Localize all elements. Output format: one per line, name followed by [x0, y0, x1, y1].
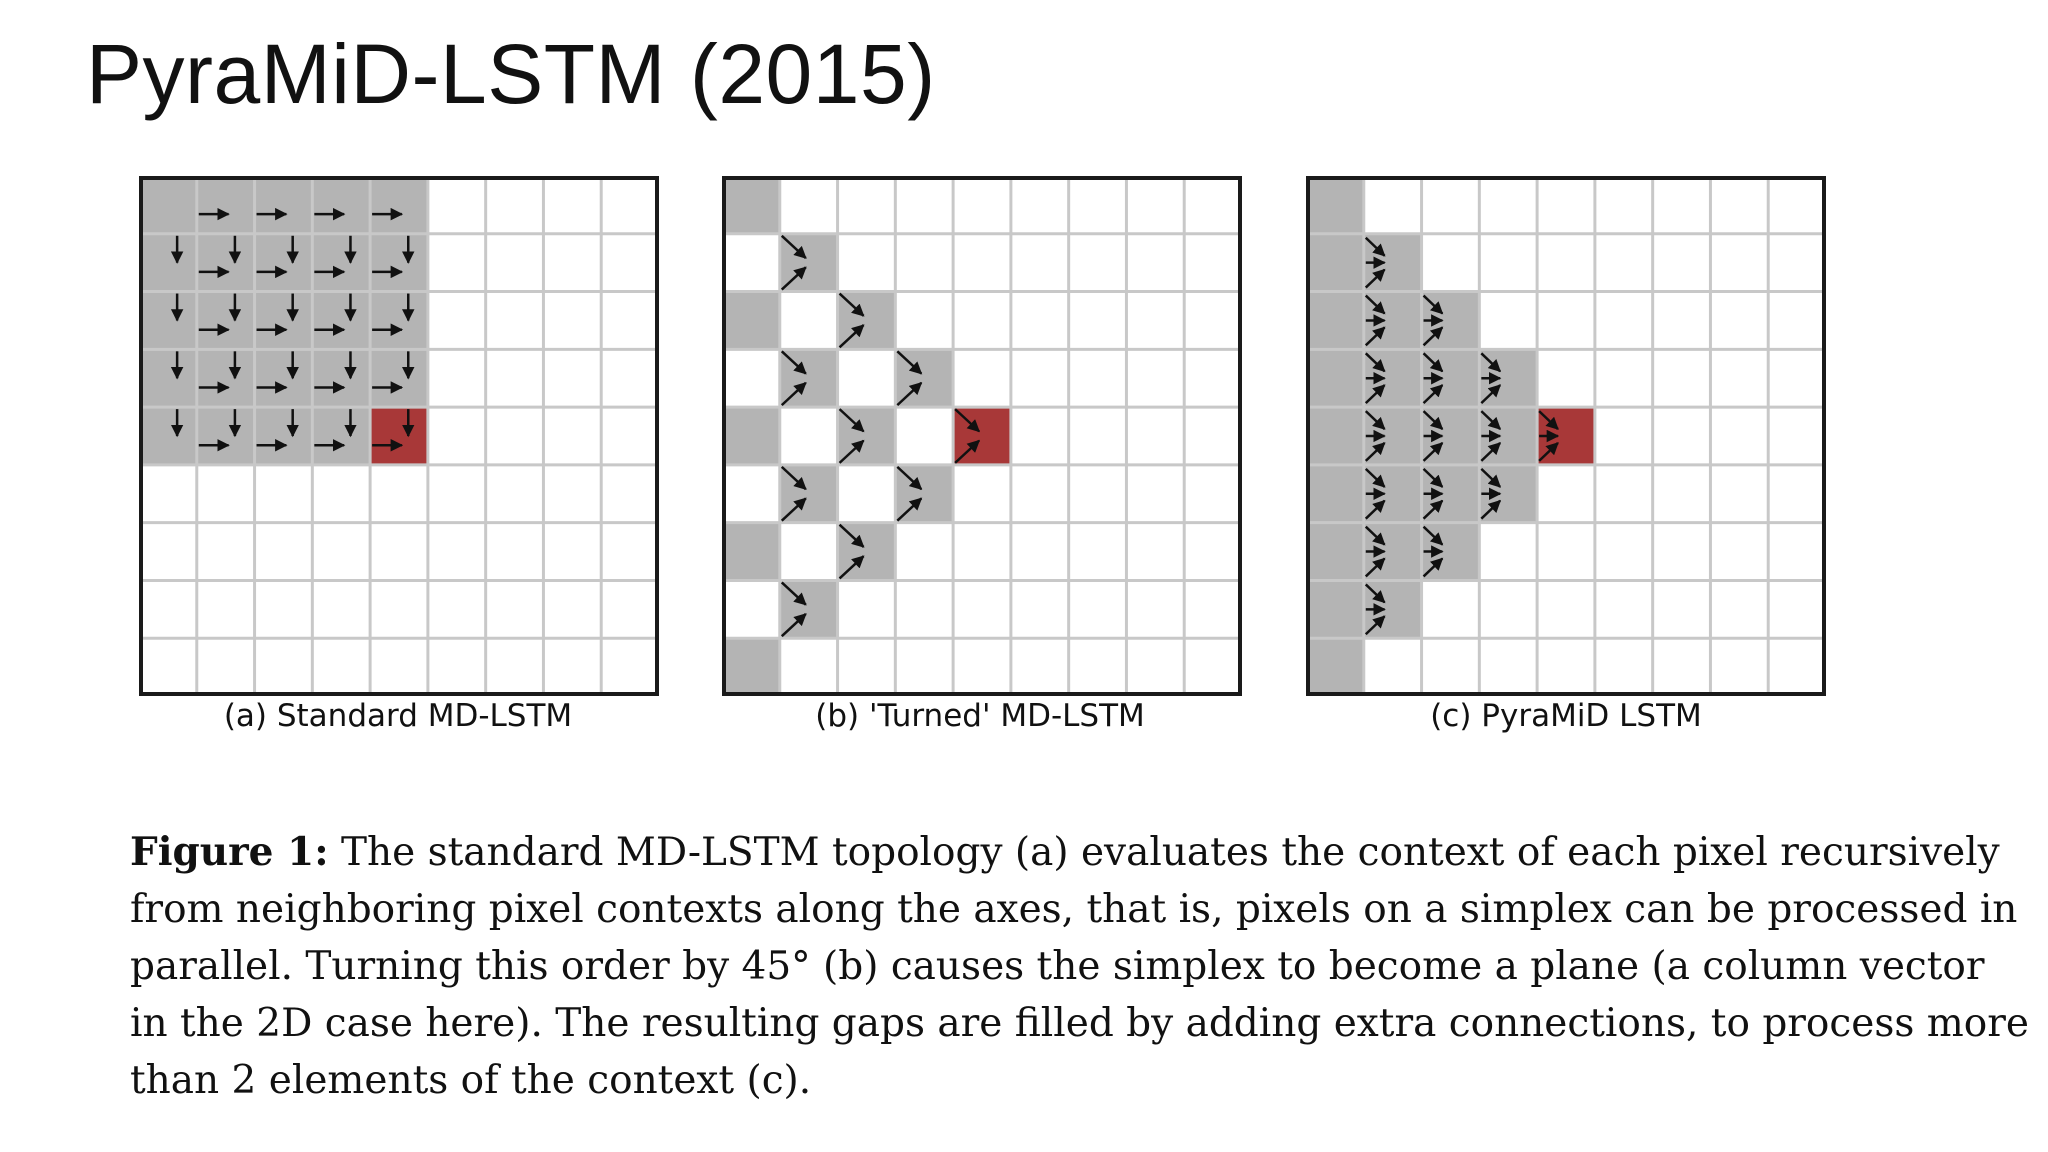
processed-cell [722, 407, 780, 465]
panel-pyramid-lstm [1306, 176, 1826, 696]
processed-cell [370, 349, 428, 407]
processed-cell [312, 234, 370, 292]
processed-cell [722, 176, 780, 234]
caption-line-5: than 2 elements of the context (c). [130, 1058, 812, 1103]
current-cell [370, 407, 428, 465]
caption-text-1: The standard MD-LSTM topology (a) evaluates the context of each pixel recursively [328, 830, 2000, 875]
processed-cell [1306, 523, 1364, 581]
processed-cell [1306, 349, 1364, 407]
panel-standard-md-lstm [139, 176, 659, 696]
processed-cell [197, 292, 255, 350]
subcaption-c: (c) PyraMiD LSTM [1430, 698, 1702, 734]
caption-line-1 [130, 824, 2000, 881]
processed-cell [1306, 580, 1364, 638]
processed-cell [139, 407, 197, 465]
processed-cell [197, 176, 255, 234]
figure-caption [130, 824, 2029, 1109]
processed-cell [255, 349, 313, 407]
caption-line-3: parallel. Turning this order by 45° (b) causes the simplex to become a plane (a column vector [130, 944, 1985, 989]
processed-cell [312, 349, 370, 407]
processed-cell [139, 292, 197, 350]
grid-pyramid-lstm [1306, 176, 1826, 696]
processed-cell [197, 349, 255, 407]
processed-cell [722, 292, 780, 350]
processed-cell [312, 176, 370, 234]
panel-turned-md-lstm [722, 176, 1242, 696]
processed-cell [312, 407, 370, 465]
processed-cell [197, 407, 255, 465]
processed-cell [1306, 465, 1364, 523]
processed-cell [255, 292, 313, 350]
caption-line-4: in the 2D case here). The resulting gaps are filled by adding extra connections, to process more [130, 1001, 2029, 1046]
processed-cell [139, 234, 197, 292]
processed-cell [1306, 638, 1364, 696]
processed-cell [139, 349, 197, 407]
processed-cell [1306, 234, 1364, 292]
processed-cell [197, 234, 255, 292]
processed-cell [139, 176, 197, 234]
grid-standard-md-lstm [139, 176, 659, 696]
processed-cell [312, 292, 370, 350]
processed-cell [722, 638, 780, 696]
caption-line-2: from neighboring pixel contexts along the axes, that is, pixels on a simplex can be processed in [130, 887, 2018, 932]
processed-cell [370, 292, 428, 350]
subcaption-a: (a) Standard MD-LSTM [223, 698, 573, 734]
processed-cell [370, 176, 428, 234]
processed-cell [1306, 176, 1364, 234]
processed-cell [255, 176, 313, 234]
figure-label: Figure 1: [130, 829, 329, 875]
processed-cell [722, 523, 780, 581]
slide-title: PyraMiD-LSTM (2015) [86, 27, 936, 121]
processed-cell [255, 234, 313, 292]
processed-cell [255, 407, 313, 465]
processed-cell [1306, 292, 1364, 350]
processed-cell [1306, 407, 1364, 465]
processed-cell [370, 234, 428, 292]
subcaption-b: (b) 'Turned' MD-LSTM [815, 698, 1145, 734]
grid-turned-md-lstm [722, 176, 1242, 696]
